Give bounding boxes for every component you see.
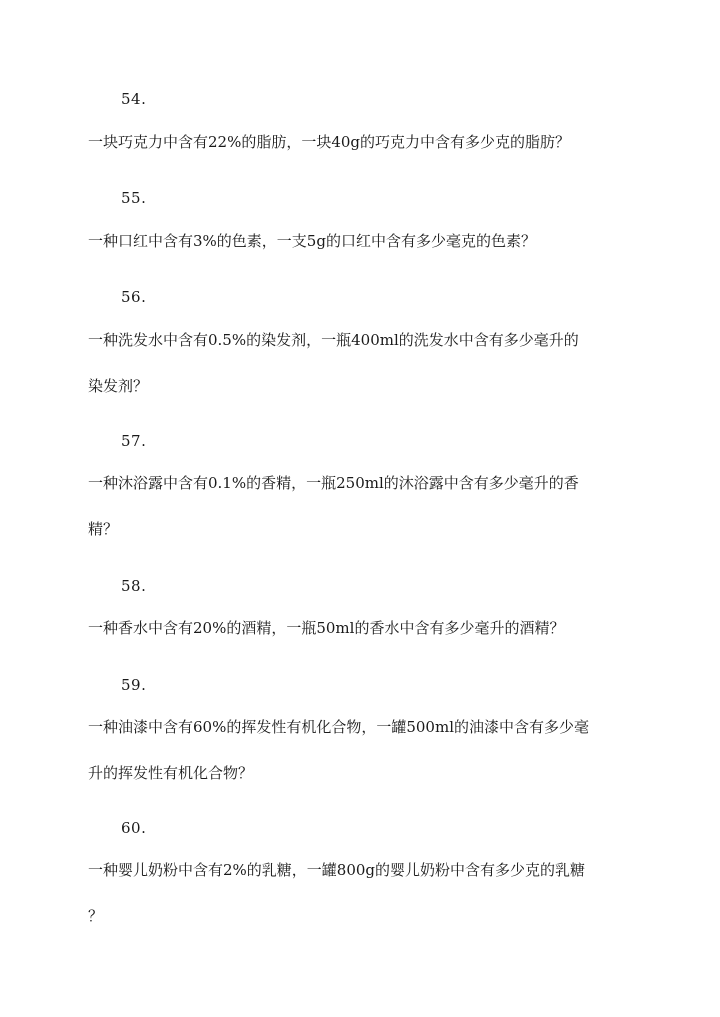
question-text: 一块巧克力中含有22%的脂肪，一块40g的巧克力中含有多少克的脂肪？ bbox=[88, 133, 571, 151]
question-text: 一种口红中含有3%的色素，一支5g的口红中含有多少毫克的色素？ bbox=[88, 232, 536, 250]
question-text: 一种香水中含有20%的酒精，一瓶50ml的香水中含有多少毫升的酒精？ bbox=[88, 619, 565, 637]
question-number: 57. bbox=[121, 432, 147, 450]
question-number: 56. bbox=[121, 288, 147, 306]
question-text-continuation: ？ bbox=[88, 907, 104, 925]
question-number: 60. bbox=[121, 819, 147, 837]
question-number: 55. bbox=[121, 189, 147, 207]
question-text-continuation: 精？ bbox=[88, 520, 119, 538]
question-text-continuation: 染发剂？ bbox=[88, 377, 149, 395]
question-text: 一种沐浴露中含有0.1%的香精，一瓶250ml的沐浴露中含有多少毫升的香 bbox=[88, 474, 579, 492]
question-text: 一种婴儿奶粉中含有2%的乳糖，一罐800g的婴儿奶粉中含有多少克的乳糖 bbox=[88, 861, 586, 879]
question-text: 一种油漆中含有60%的挥发性有机化合物，一罐500ml的油漆中含有多少毫 bbox=[88, 718, 589, 736]
question-text-continuation: 升的挥发性有机化合物？ bbox=[88, 764, 254, 782]
question-number: 58. bbox=[121, 577, 147, 595]
question-number: 54. bbox=[121, 90, 147, 108]
question-text: 一种洗发水中含有0.5%的染发剂，一瓶400ml的洗发水中含有多少毫升的 bbox=[88, 331, 579, 349]
question-number: 59. bbox=[121, 676, 147, 694]
